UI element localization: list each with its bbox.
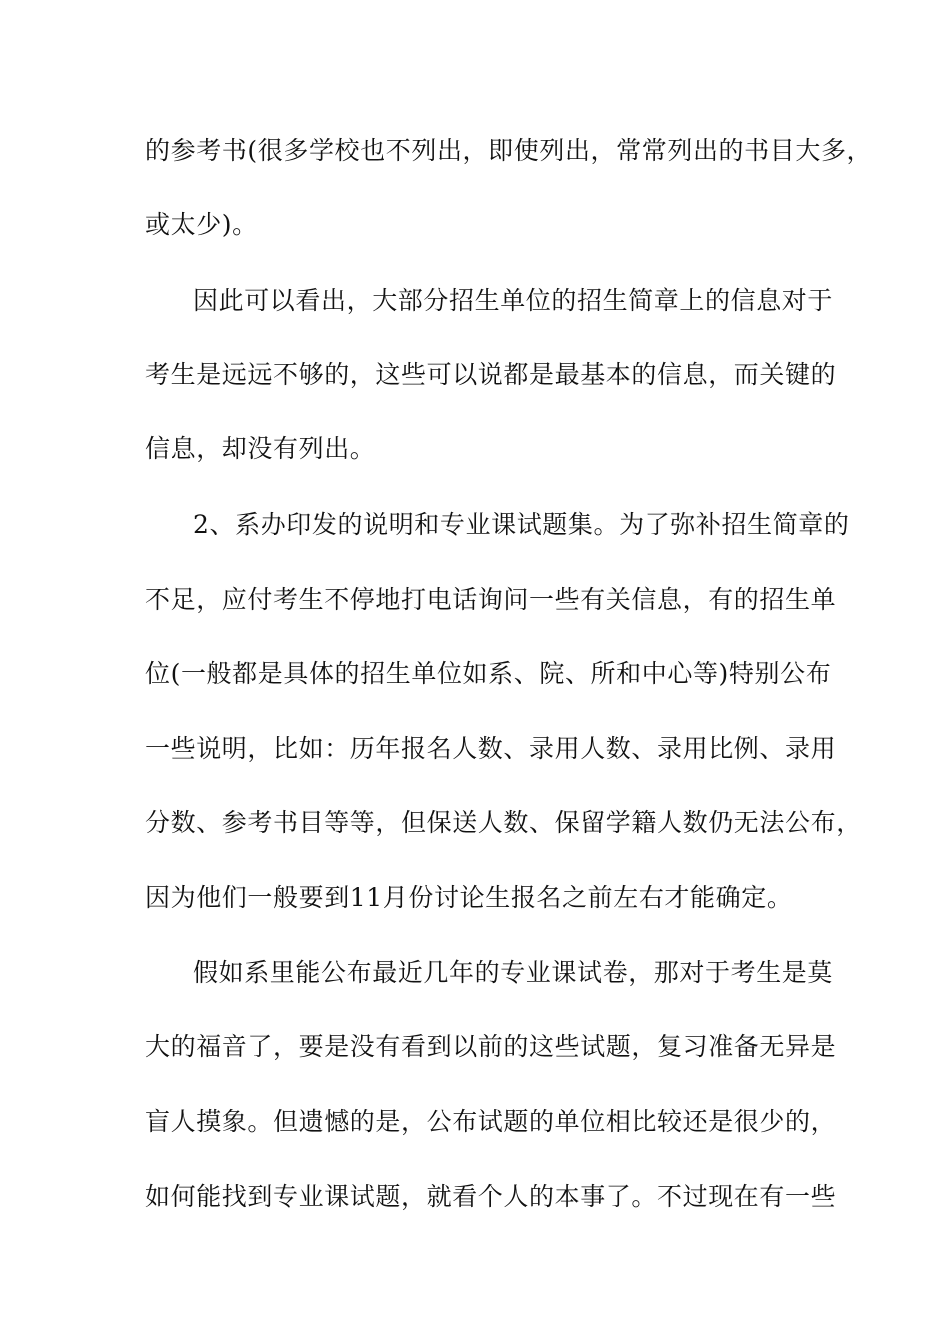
- text-line: 因为他们一般要到11月份讨论生报名之前左右才能确定。: [145, 883, 793, 912]
- paragraph-start-line: 因此可以看出，大部分招生单位的招生简章上的信息对于: [193, 286, 834, 315]
- text-line: 分数、参考书目等等，但保送人数、保留学籍人数仍无法公布，: [145, 808, 862, 837]
- paragraph-start-line: 假如系里能公布最近几年的专业课试卷，那对于考生是莫: [193, 958, 834, 987]
- text-line: 的参考书(很多学校也不列出，即使列出，常常列出的书目大多，: [145, 136, 873, 165]
- text-line: 盲人摸象。但遗憾的是，公布试题的单位相比较还是很少的，: [145, 1107, 837, 1136]
- text-line: 位(一般都是具体的招生单位如系、院、所和中心等)特别公布: [145, 659, 832, 688]
- text-line: 不足，应付考生不停地打电话询问一些有关信息，有的招生单: [145, 585, 837, 614]
- text-line: 或太少)。: [145, 210, 258, 239]
- text-line: 一些说明，比如：历年报名人数、录用人数、录用比例、录用: [145, 734, 837, 763]
- text-line: 如何能找到专业课试题，就看个人的本事了。不过现在有一些: [145, 1182, 837, 1211]
- text-line: 考生是远远不够的，这些可以说都是最基本的信息，而关键的: [145, 360, 837, 389]
- text-line: 大的福音了，要是没有看到以前的这些试题，复习准备无异是: [145, 1032, 837, 1061]
- paragraph-start-line: 2、系办印发的说明和专业课试题集。为了弥补招生简章的: [193, 510, 850, 539]
- text-line: 信息，却没有列出。: [145, 434, 376, 463]
